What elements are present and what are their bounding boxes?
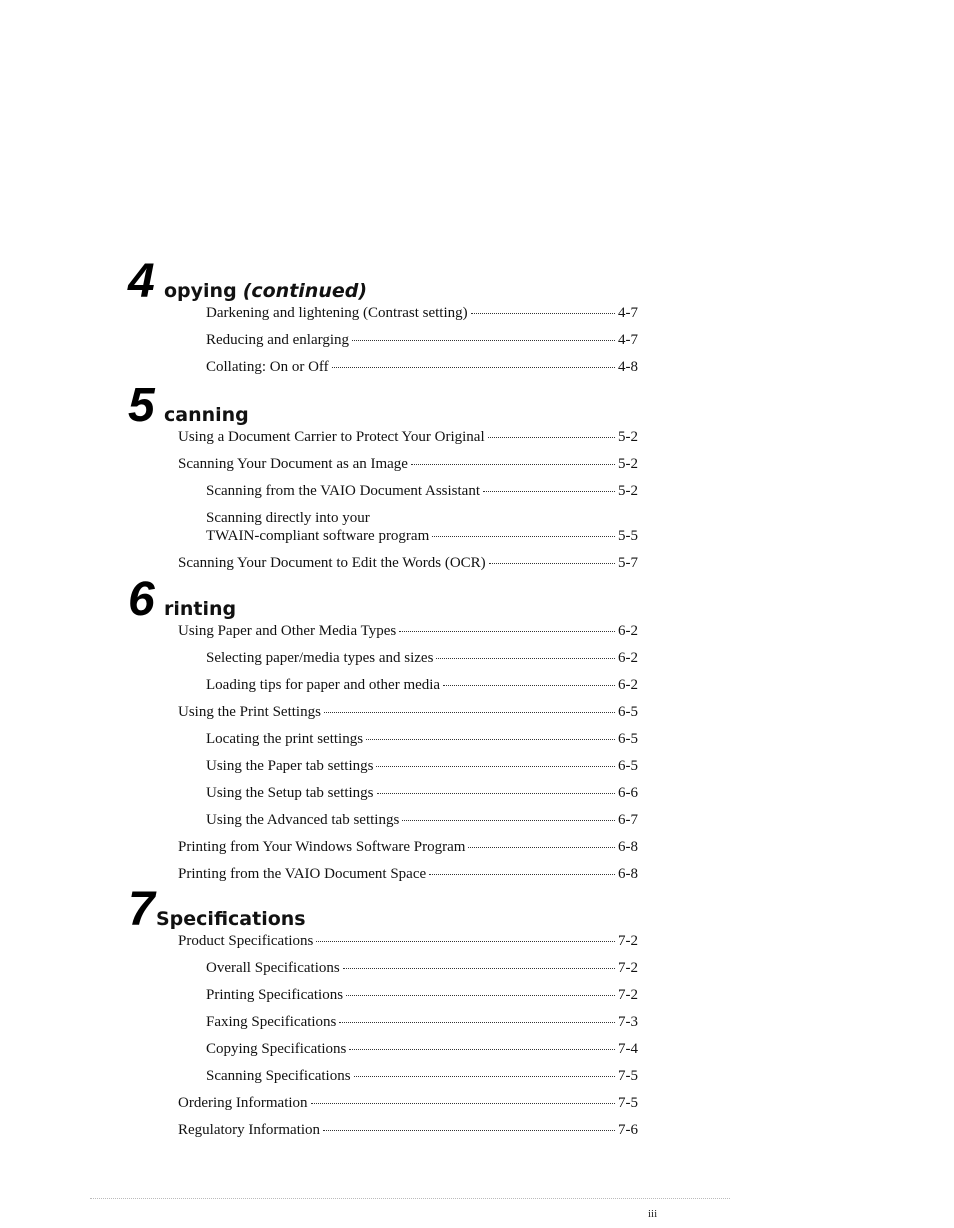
toc-entry[interactable]: Using the Paper tab settings 6-5 [206,758,638,774]
footer-rule [90,1198,730,1199]
toc-entry[interactable]: Collating: On or Off 4-8 [206,359,638,375]
toc-entry[interactable]: Scanning Your Document as an Image 5-2 [178,456,638,472]
chapter-number: 6 [128,573,155,626]
toc-entry[interactable]: Printing from Your Windows Software Program 6-8 [178,839,638,855]
chapter-title: rinting [164,598,237,620]
toc-entry[interactable]: Product Specifications 7-2 [178,933,638,949]
toc-entry[interactable]: Scanning directly into your TWAIN-compliant software program 5-5 [206,510,638,544]
toc-entry[interactable]: Printing Specifications 7-2 [206,987,638,1003]
chapter-number: 4 [128,255,155,308]
toc-entry-list [128,428,638,581]
chapter-title: opying (continued) [164,280,368,302]
toc-entry[interactable]: Selecting paper/media types and sizes 6-2 [206,650,638,666]
chapter-title: Specifications [156,908,306,930]
toc-entry[interactable]: Scanning Your Document to Edit the Words (OCR) 5-7 [178,555,638,571]
toc-entry-list [128,622,638,892]
toc-entry[interactable]: Darkening and lightening (Contrast setting) 4-7 [206,305,638,321]
toc-entry[interactable]: Scanning from the VAIO Document Assistant 5-2 [206,483,638,499]
toc-entry-list [128,932,638,1148]
toc-entry[interactable]: Using the Setup tab settings 6-6 [206,785,638,801]
toc-entry[interactable]: Regulatory Information 7-6 [178,1122,638,1138]
chapter-heading [128,255,638,308]
toc-entry[interactable]: Scanning Specifications 7-5 [206,1068,638,1084]
toc-entry[interactable]: Using the Print Settings 6-5 [178,704,638,720]
toc-entry[interactable]: Faxing Specifications 7-3 [206,1014,638,1030]
toc-entry[interactable]: Using a Document Carrier to Protect Your Original 5-2 [178,429,638,445]
toc-entry-list [128,304,638,385]
chapter-heading [128,379,638,432]
toc-entry[interactable]: Reducing and enlarging 4-7 [206,332,638,348]
toc-entry[interactable]: Loading tips for paper and other media 6-2 [206,677,638,693]
chapter-5-section [128,379,638,581]
chapter-4-section [128,255,638,385]
chapter-title: canning [164,404,249,426]
toc-entry[interactable]: Printing from the VAIO Document Space 6-8 [178,866,638,882]
chapter-number: 5 [128,379,155,432]
continued-label: (continued) [242,280,368,302]
chapter-6-section [128,573,638,892]
chapter-heading [128,573,638,626]
chapter-number: 7 [128,883,155,936]
toc-entry[interactable]: Overall Specifications 7-2 [206,960,638,976]
chapter-heading [128,883,638,936]
toc-entry[interactable]: Using the Advanced tab settings 6-7 [206,812,638,828]
toc-entry[interactable]: Locating the print settings 6-5 [206,731,638,747]
chapter-7-section [128,883,638,1148]
toc-entry[interactable]: Using Paper and Other Media Types 6-2 [178,623,638,639]
toc-entry[interactable]: Copying Specifications 7-4 [206,1041,638,1057]
page-number: iii [648,1208,658,1220]
toc-entry[interactable]: Ordering Information 7-5 [178,1095,638,1111]
